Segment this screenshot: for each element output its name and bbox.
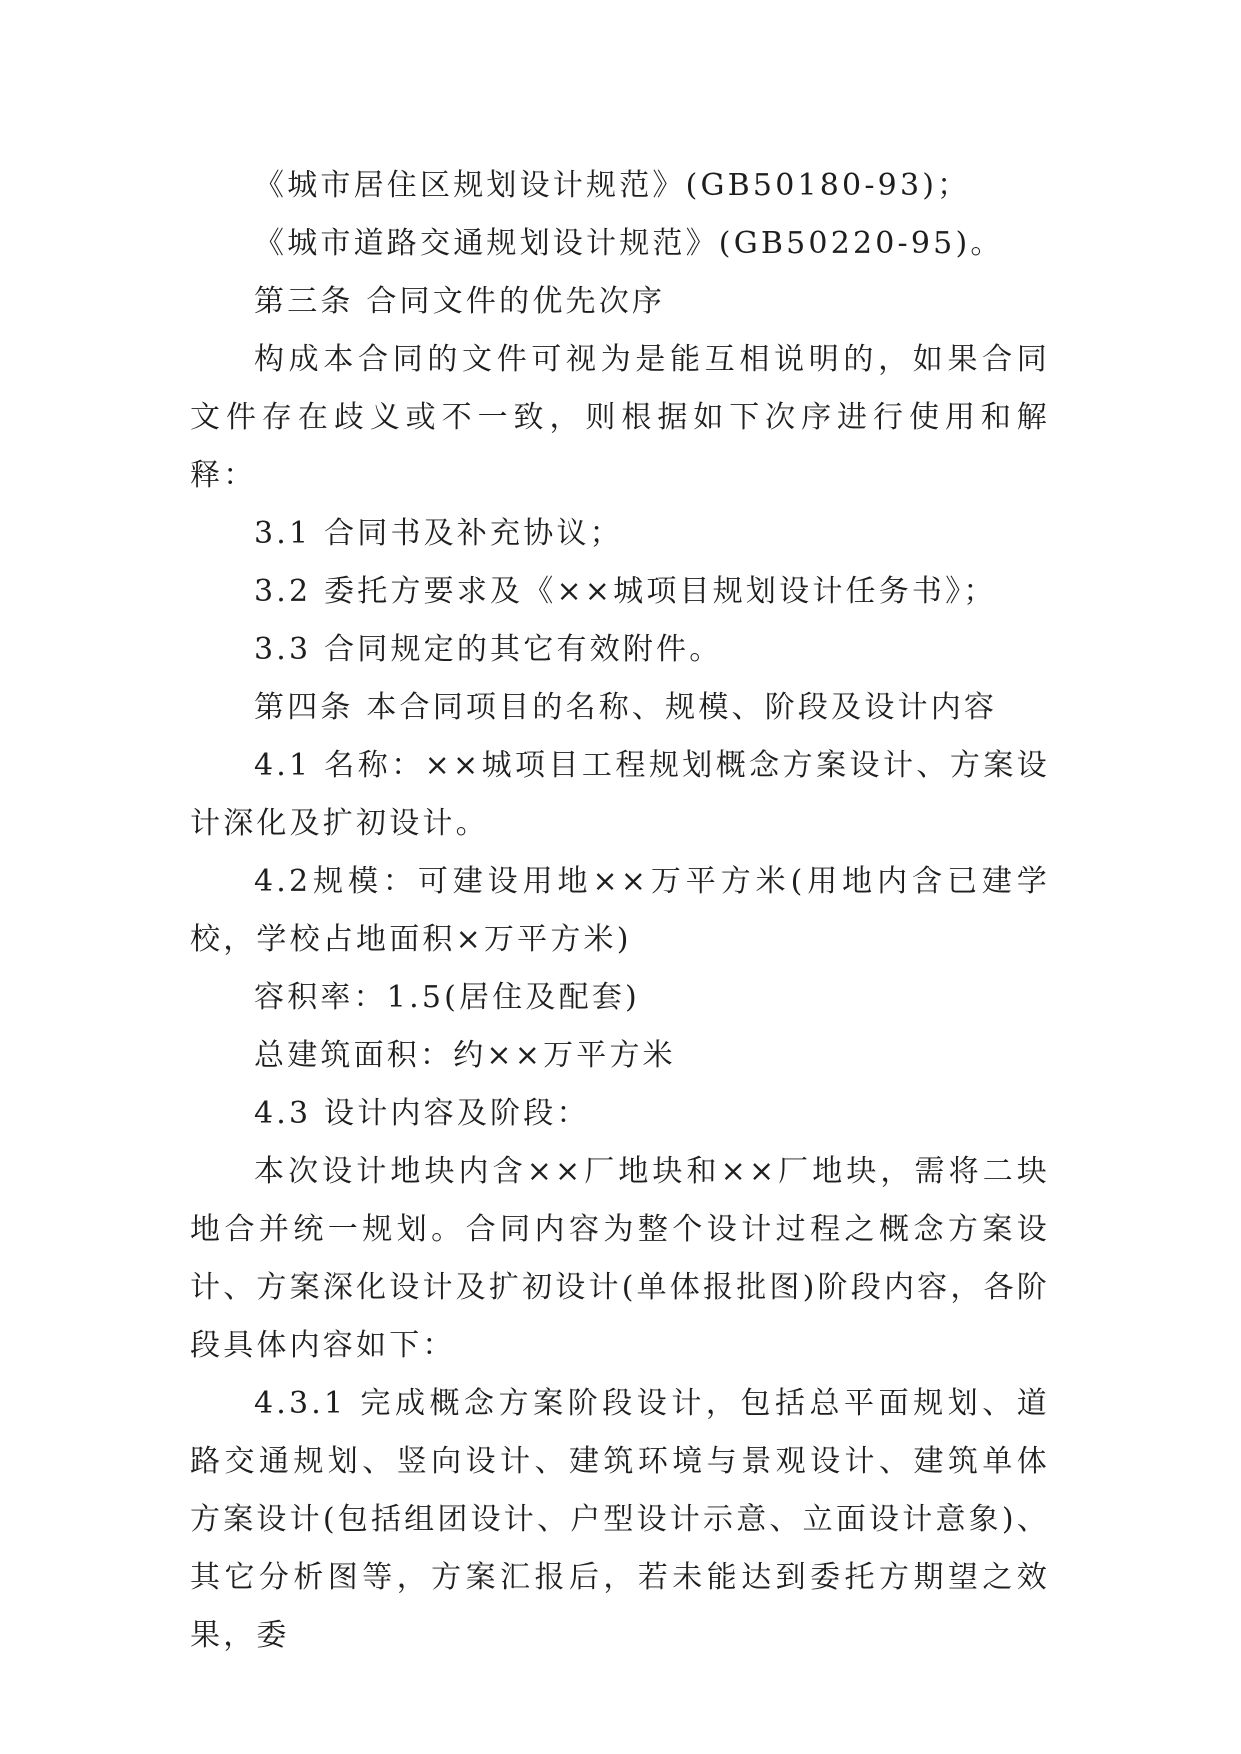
paragraph-design-scope: 本次设计地块内含××厂地块和××厂地块，需将二块地合并统一规划。合同内容为整个设计过程之概念方案设计、方案深化设计及扩初设计(单体报批图)阶段内容，各阶段具体内容如下：	[190, 1154, 1050, 1363]
clause-4-3: 4.3 设计内容及阶段：	[254, 1096, 590, 1131]
clause-4-1: 4.1 名称：××城项目工程规划概念方案设计、方案设计深化及扩初设计。	[190, 748, 1050, 841]
heading-article-4: 第四条 本合同项目的名称、规模、阶段及设计内容	[254, 690, 998, 725]
paragraph-standard-residential: 《城市居住区规划设计规范》(GB50180-93)；	[254, 168, 971, 203]
document-body	[190, 157, 1050, 1665]
clause-4-2: 4.2规模：可建设用地××万平方米(用地内含已建学校，学校占地面积×万平方米)	[190, 864, 1050, 957]
paragraph-priority-intro: 构成本合同的文件可视为是能互相说明的，如果合同文件存在歧义或不一致，则根据如下次序进行使用和解释：	[190, 342, 1050, 493]
total-floor-area-line: 总建筑面积：约××万平方米	[254, 1038, 676, 1073]
clause-3-2: 3.2 委托方要求及《××城项目规划设计任务书》；	[254, 574, 997, 609]
clause-4-3-1: 4.3.1 完成概念方案阶段设计，包括总平面规划、道路交通规划、竖向设计、建筑环境与景观设计、建筑单体方案设计(包括组团设计、户型设计示意、立面设计意象)、其它分析图等，方案汇报后，若未能达到委托方期望之效果，委	[190, 1386, 1050, 1653]
paragraph-standard-traffic: 《城市道路交通规划设计规范》(GB50220-95)。	[254, 226, 1004, 261]
clause-3-3: 3.3 合同规定的其它有效附件。	[254, 632, 723, 667]
plot-ratio-line: 容积率：1.5(居住及配套)	[254, 980, 640, 1015]
clause-3-1: 3.1 合同书及补充协议；	[254, 516, 623, 551]
heading-article-3: 第三条 合同文件的优先次序	[254, 284, 666, 319]
